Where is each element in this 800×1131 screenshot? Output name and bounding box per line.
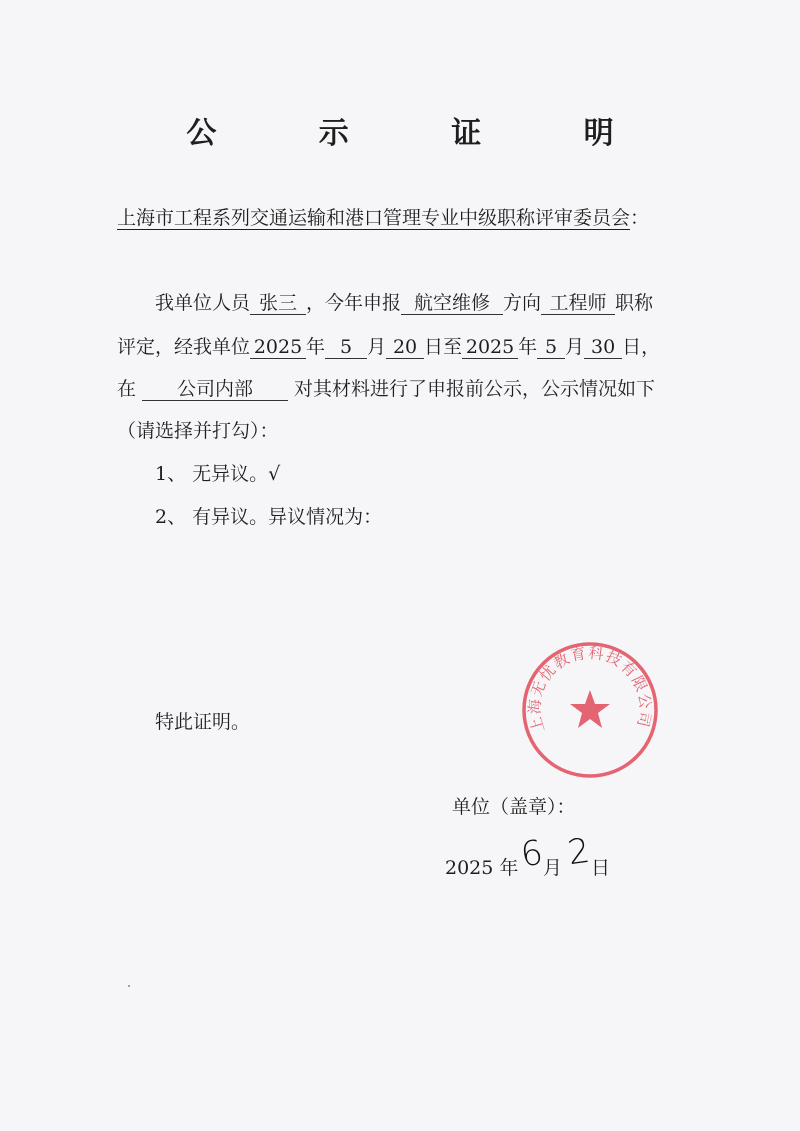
text-segment: 月	[565, 336, 585, 358]
unit-seal-label: 单位（盖章）：	[452, 796, 576, 818]
document-title: 公 示 证 明	[186, 116, 660, 151]
date-day-unit: 日	[591, 857, 611, 879]
person-name-field: 张三	[250, 292, 306, 315]
text-segment: 年	[306, 336, 326, 358]
date-year: 2025	[445, 857, 494, 879]
text-segment: 在	[117, 378, 137, 400]
company-seal	[520, 640, 660, 780]
seal-star-icon	[570, 690, 610, 728]
direction-field: 航空维修	[401, 292, 503, 315]
text-segment: 方向	[503, 292, 542, 314]
paragraph-line-2	[117, 332, 660, 359]
publicity-place-field: 公司内部	[142, 378, 288, 401]
end-day-field: 30	[584, 336, 622, 359]
start-day-field: 20	[386, 336, 424, 359]
closing-statement: 特此证明。	[155, 711, 251, 733]
date-month-unit: 月	[543, 857, 563, 879]
text-segment: 日至	[424, 336, 463, 358]
paragraph-line-3	[117, 374, 655, 401]
text-segment: 评定，经我单位	[117, 336, 251, 358]
addressee-line	[117, 203, 649, 230]
end-year-field: 2025	[462, 336, 518, 359]
text-segment: 对其材料进行了申报前公示，公示情况如下	[294, 378, 656, 400]
text-segment: 我单位人员	[155, 292, 251, 314]
addressee-colon: ：	[630, 207, 650, 229]
start-year-field: 2025	[250, 336, 306, 359]
scan-speck	[128, 985, 130, 987]
text-segment: 日，	[622, 336, 661, 358]
signature-date	[445, 853, 518, 880]
seal-text: 上海无忧教育科技有限公司	[525, 643, 655, 735]
paragraph-line-4: （请选择并打勾）：	[117, 420, 279, 442]
option-label: 1、 无异议。	[155, 463, 269, 485]
addressee-name: 上海市工程系列交通运输和港口管理专业中级职称评审委员会	[117, 207, 631, 229]
handwritten-day: 2	[565, 830, 593, 874]
text-segment: 职称	[615, 292, 654, 314]
option-no-objection	[155, 459, 280, 486]
checkmark-icon: √	[268, 463, 281, 485]
text-segment: 月	[367, 336, 387, 358]
handwritten-month: 6	[518, 832, 546, 876]
text-segment: 年	[518, 336, 538, 358]
text-segment: ，今年申报	[306, 292, 402, 314]
job-title-field: 工程师	[541, 292, 615, 315]
paragraph-line-1	[155, 288, 653, 315]
end-month-field: 5	[537, 336, 565, 359]
date-year-unit: 年	[499, 857, 519, 879]
start-month-field: 5	[325, 336, 367, 359]
option-objection: 2、 有异议。异议情况为：	[155, 506, 383, 528]
